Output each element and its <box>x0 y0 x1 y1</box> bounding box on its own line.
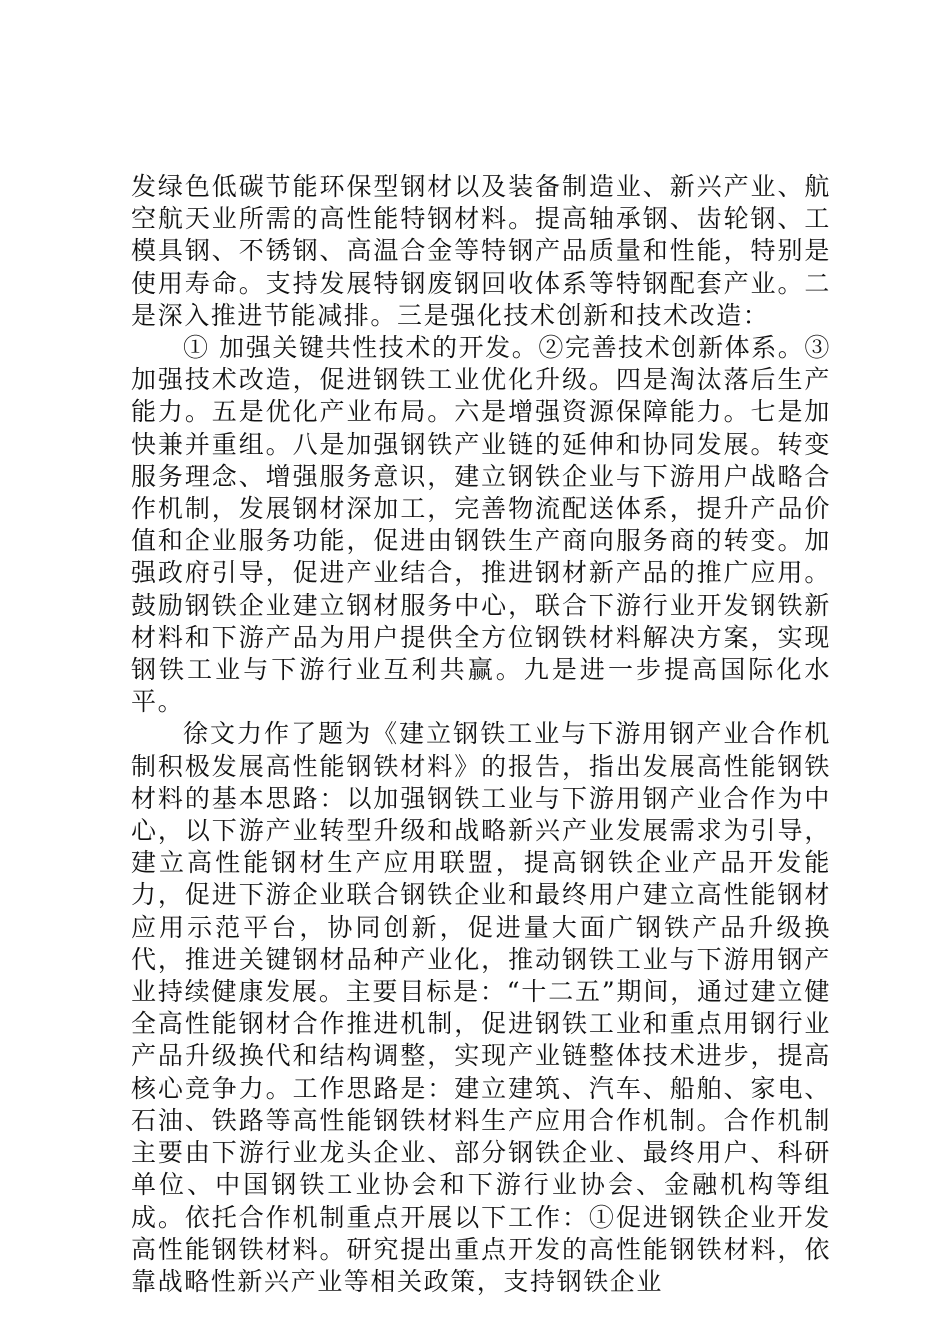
paragraph-report: 徐文力作了题为《建立钢铁工业与下游用钢产业合作机制积极发展高性能钢铁材料》的报告，指出发展高性能钢铁材料的基本思路：以加强钢铁工业与下游用钢产业合作为中心，以下游产业转型升级和战略新兴产业发展需求为引导，建立高性能钢材生产应用联盟，提高钢铁企业产品开发能力，促进下游企业联合钢铁企业和最终用户建立高性能钢材应用示范平台，协同创新，促进量大面广钢铁产品升级换代，推进关键钢材品种产业化，推动钢铁工业与下游用钢产业持续健康发展。主要目标是：“十二五”期间，通过建立健全高性能钢材合作推进机制，促进钢铁工业和重点用钢行业产品升级换代和结构调整，实现产业链整体技术进步，提高核心竞争力。工作思路是：建立建筑、汽车、船舶、家电、石油、铁路等高性能钢铁材料生产应用合作机制。合作机制主要由下游行业龙头企业、部分钢铁企业、最终用户、科研单位、中国钢铁工业协会和下游行业协会、金融机构等组成。依托合作机制重点开展以下工作：①促进钢铁企业开发高性能钢铁材料。研究提出重点开发的高性能钢铁材料，依靠战略性新兴产业等相关政策，支持钢铁企业 <box>131 719 831 1296</box>
body-text <box>131 171 831 1298</box>
paragraph-continuation: 发绿色低碳节能环保型钢材以及装备制造业、新兴产业、航空航天业所需的高性能特钢材料。提高轴承钢、齿轮钢、工模具钢、不锈钢、高温合金等特钢产品质量和性能，特别是使用寿命。支持发展特钢废钢回收体系等特钢配套产业。二是深入推进节能减排。三是强化技术创新和技术改造： <box>131 172 831 330</box>
paragraph-measures: ① 加强关键共性技术的开发。②完善技术创新体系。③加强技术改造，促进钢铁工业优化升级。四是淘汰落后生产能力。五是优化产业布局。六是增强资源保障能力。七是加快兼并重组。八是加强钢铁产业链的延伸和协同发展。转变服务理念、增强服务意识，建立钢铁企业与下游用户战略合作机制，发展钢材深加工，完善物流配送体系，提升产品价值和企业服务功能，促进由钢铁生产商向服务商的转变。加强政府引导，促进产业结合，推进钢材新产品的推广应用。鼓励钢铁企业建立钢材服务中心，联合下游行业开发钢铁新材料和下游产品为用户提供全方位钢铁材料解决方案，实现钢铁工业与下游行业互利共赢。九是进一步提高国际化水平。 <box>131 333 831 717</box>
